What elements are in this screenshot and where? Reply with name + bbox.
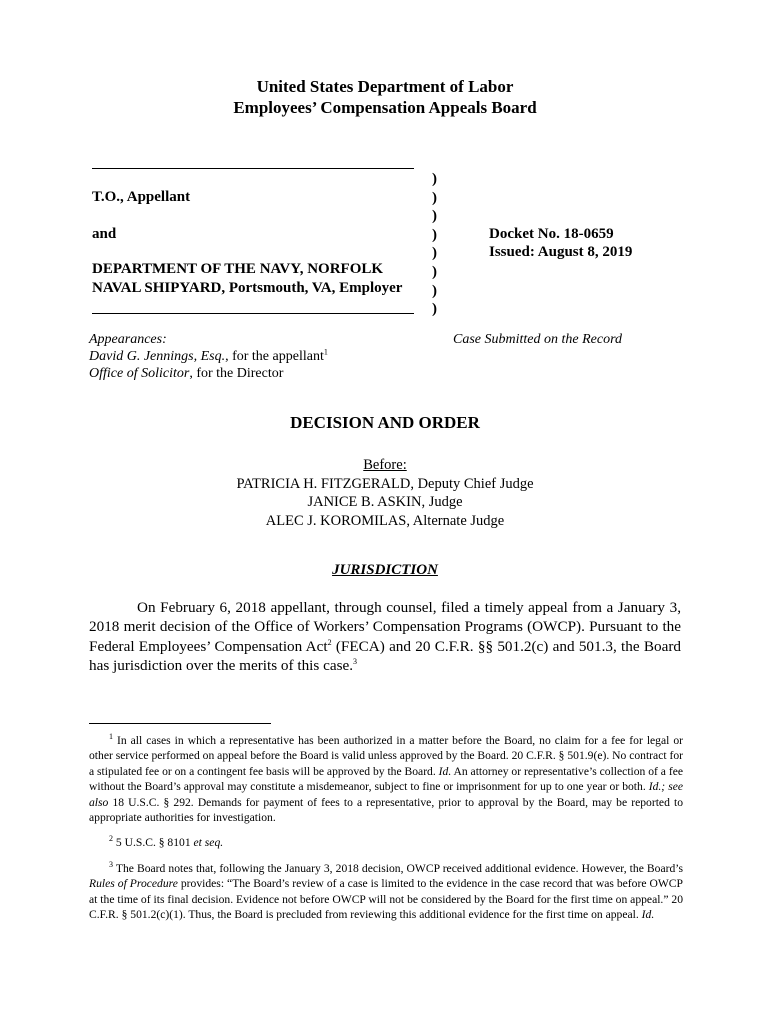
director-counsel: Office of Solicitor bbox=[89, 366, 190, 381]
paren: ) bbox=[432, 208, 437, 225]
docket-number: Docket No. 18-0659 bbox=[489, 226, 614, 242]
appellant-name: T.O., Appellant bbox=[92, 189, 191, 205]
before-label: Before: bbox=[363, 457, 407, 473]
appearances-label: Appearances: bbox=[89, 332, 167, 347]
footnote-3: $^3$ The Board notes that, following the January 3, 2018 decision, OWCP received additional evidence. However, the Board’s Rules of Procedure provides: “The Board’s review of a case is limited to the evidence in the case record that was before OWCP at the time of its final decision. Evidence not before OWCP will not be considered by the Board for the first time on appeal.” 20 C.F.R. § 501.2(c)(1). Thus, the Board is precluded from reviewing this additional evidence for the first time on appeal. Id. bbox=[89, 860, 683, 922]
board-name: Employees’ Compensation Appeals Board bbox=[233, 98, 537, 117]
paren: ) bbox=[432, 245, 437, 262]
director-counsel-role: , for the Director bbox=[189, 366, 284, 381]
caption-bottom-rule bbox=[92, 313, 414, 314]
caption-and: and bbox=[92, 226, 117, 242]
issued-date: Issued: August 8, 2019 bbox=[489, 244, 633, 260]
footnote-ref-1: 1 bbox=[323, 347, 328, 357]
footnote-separator bbox=[89, 723, 271, 724]
employer-line-2: NAVAL SHIPYARD, Portsmouth, VA, Employer bbox=[92, 280, 403, 296]
appearances-block bbox=[89, 331, 328, 382]
case-submitted: Case Submitted on the Record bbox=[453, 332, 623, 347]
panel-block bbox=[0, 456, 770, 530]
footnote-1: $^1$ In all cases in which a representative has been authorized in a matter before the Board, no claim for a fee for legal or other service performed on appeal before the Board is valid unless approved by the Board. 20 C.F.R. § 501.9(e). No contract for a stipulated fee or on a contingent fee basis will be approved by the Board. Id. An attorney or representative’s collection of a fee without the Board’s approval may constitute a misdemeanor, subject to fine or imprisonment for up to one year or both. Id.; see also 18 U.S.C. § 292. Demands for payment of fees to a representative, prior to approval by the Board, may be reported to appropriate authorities for investigation. bbox=[89, 732, 684, 825]
appellant-counsel: David G. Jennings, Esq. bbox=[89, 349, 226, 364]
jurisdiction-heading: JURISDICTION bbox=[332, 562, 438, 578]
judge-2: JANICE B. ASKIN, Judge bbox=[307, 494, 463, 510]
paren: ) bbox=[432, 189, 437, 206]
paren: ) bbox=[432, 263, 437, 280]
footnote-ref-2: 2 bbox=[327, 637, 332, 647]
paren: ) bbox=[432, 226, 437, 243]
employer-line-1: DEPARTMENT OF THE NAVY, NORFOLK bbox=[92, 261, 384, 277]
decision-title: DECISION AND ORDER bbox=[290, 413, 480, 432]
agency-name: United States Department of Labor bbox=[256, 77, 514, 96]
footnote-ref-3: 3 bbox=[353, 656, 358, 666]
judge-1: PATRICIA H. FITZGERALD, Deputy Chief Judge bbox=[236, 475, 534, 492]
paren: ) bbox=[432, 282, 437, 299]
appellant-counsel-role: , for the appellant bbox=[225, 349, 324, 364]
paren: ) bbox=[432, 171, 437, 187]
jurisdiction-paragraph: On February 6, 2018 appellant, through counsel, filed a timely appeal from a January 3, 2018 merit decision of the Office of Workers’ Compensation Programs (OWCP). Pursuant to the Federal Employees’ Compensation Act$^2$ (FECA) and 20 C.F.R. §§ 501.2(c) and 501.3, the Board has jurisdiction over the merits of this case.$^3$ bbox=[89, 599, 681, 674]
judge-3: ALEC J. KOROMILAS, Alternate Judge bbox=[265, 512, 505, 529]
caption-top-rule bbox=[92, 168, 414, 169]
caption-parentheses bbox=[432, 170, 437, 319]
paren: ) bbox=[432, 301, 437, 318]
footnote-2: $^2$ 5 U.S.C. § 8101 et seq. bbox=[109, 834, 224, 849]
